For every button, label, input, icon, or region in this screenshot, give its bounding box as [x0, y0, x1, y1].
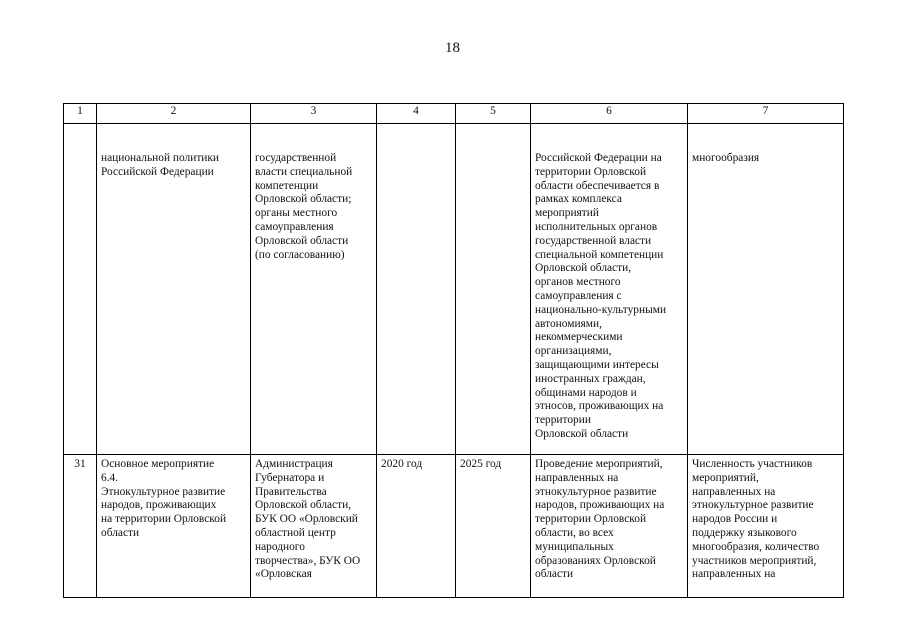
header-cell: 4 [377, 104, 456, 124]
header-cell: 2 [97, 104, 251, 124]
header-cell: 5 [456, 104, 531, 124]
header-cell: 6 [531, 104, 688, 124]
expected-result-cell: Российской Федерации на территории Орловской области обеспечивается в рамках комплекса мероприятий исполнительных органов государственной власти специальной компетенции Орловской области, органов местного самоуправления с национально-культурными автономиями, некоммерческими организациями, защищающими интересы иностранных граждан, общинами народов и этносов, проживающих на территории Орловской области [531, 124, 688, 455]
indicator-cell: Численность участников мероприятий, направленных на этнокультурное развитие народов России и поддержку языкового многообразия, количество участников мероприятий, направленных на [688, 455, 844, 598]
header-cell: 1 [64, 104, 97, 124]
header-cell: 3 [251, 104, 377, 124]
header-cell: 7 [688, 104, 844, 124]
event-name-cell: национальной политики Российской Федерации [97, 124, 251, 455]
expected-result-cell: Проведение мероприятий, направленных на этнокультурное развитие народов, проживающих на территории Орловской области, во всех муниципальных образованиях Орловской области [531, 455, 688, 598]
start-year-cell [377, 124, 456, 455]
document-table [63, 103, 844, 598]
table-row [64, 124, 844, 455]
indicator-cell: многообразия [688, 124, 844, 455]
page-number: 18 [445, 40, 460, 56]
event-name-cell: Основное мероприятие 6.4. Этнокультурное развитие народов, проживающих на территории Орловской области [97, 455, 251, 598]
table-row [64, 455, 844, 598]
row-number-cell: 31 [64, 455, 97, 598]
start-year-cell: 2020 год [377, 455, 456, 598]
row-number-cell [64, 124, 97, 455]
responsible-cell: Администрация Губернатора и Правительства Орловской области, БУК ОО «Орловский областной центр народного творчества», БУК ОО «Орловская [251, 455, 377, 598]
table-header-row [64, 104, 844, 124]
end-year-cell [456, 124, 531, 455]
responsible-cell: государственной власти специальной компетенции Орловской области; органы местного самоуправления Орловской области (по согласованию) [251, 124, 377, 455]
end-year-cell: 2025 год [456, 455, 531, 598]
